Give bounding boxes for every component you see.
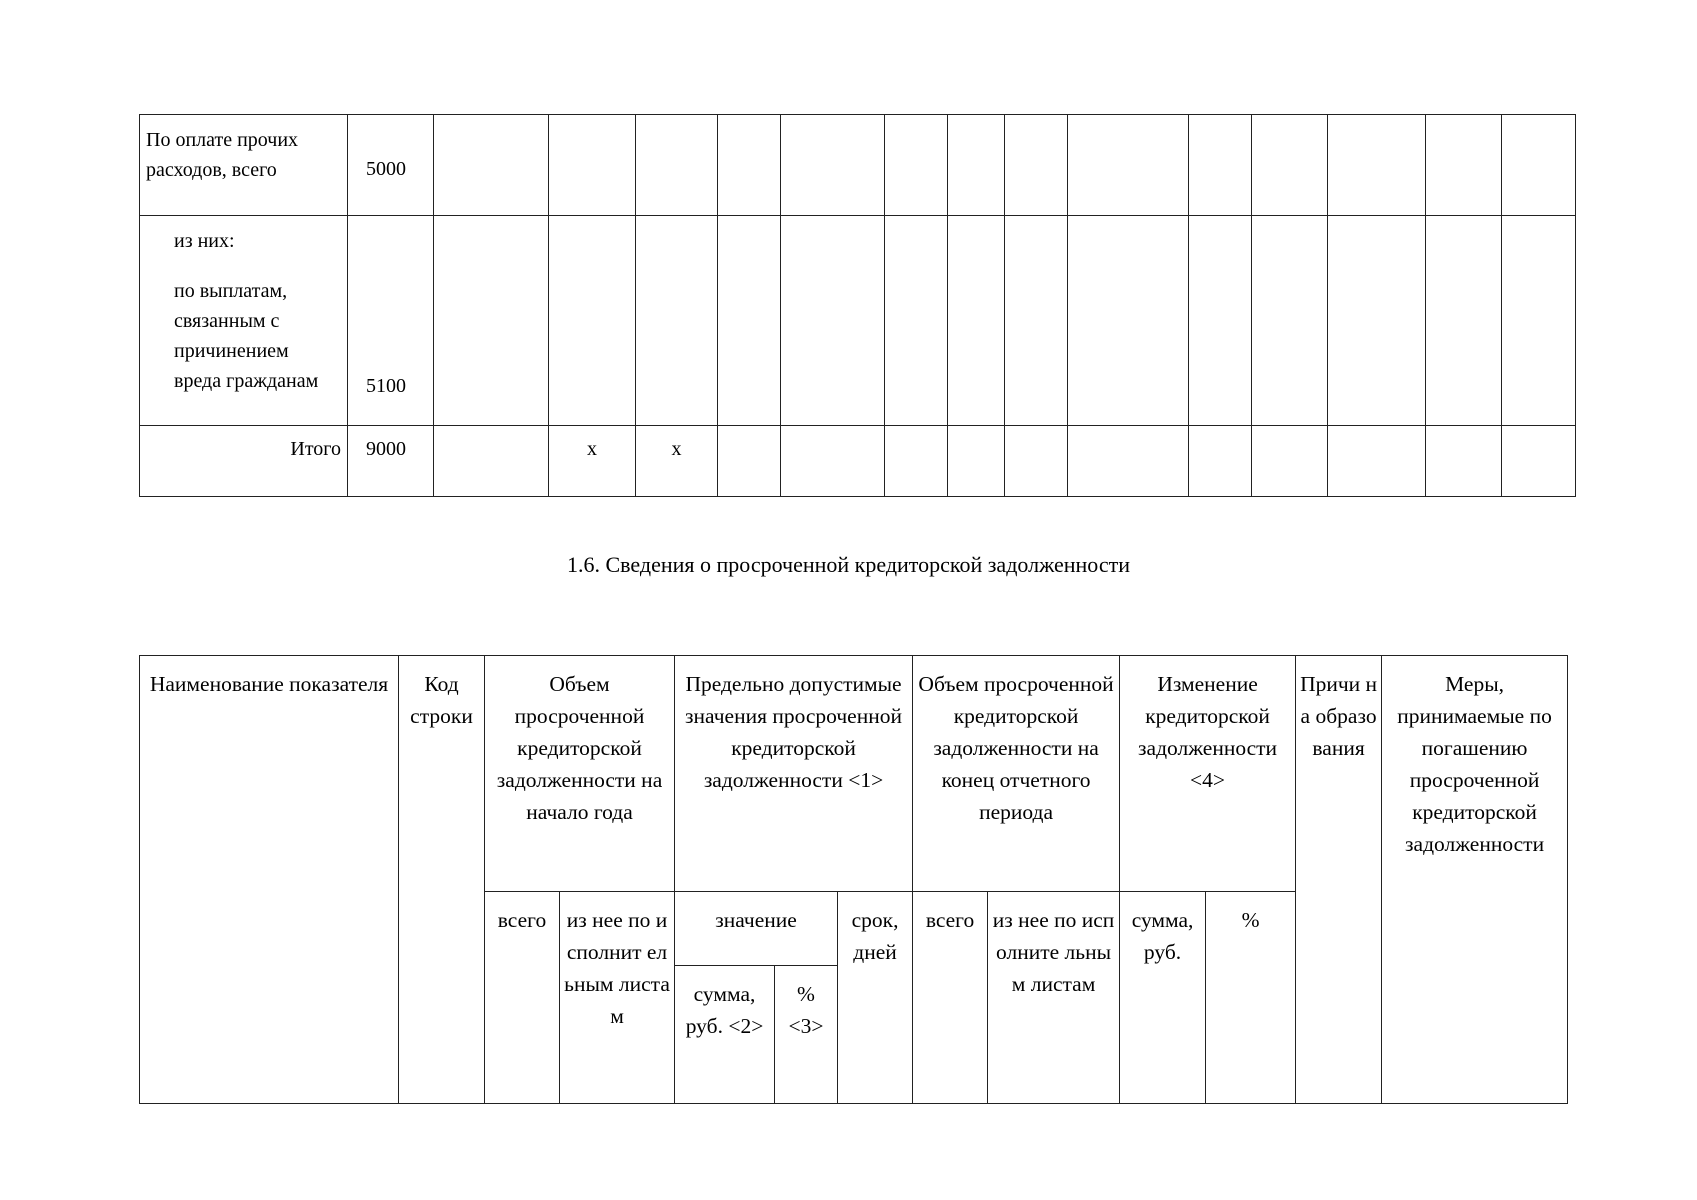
value-cell bbox=[885, 216, 948, 426]
row-name-line: вреда гражданам bbox=[174, 370, 319, 392]
value-cell bbox=[636, 115, 718, 216]
subheader-value: значение bbox=[675, 892, 838, 966]
value-cell bbox=[718, 426, 781, 497]
value-cell bbox=[885, 115, 948, 216]
value-cell bbox=[1328, 115, 1426, 216]
table-row bbox=[140, 426, 1576, 497]
value-cell bbox=[1328, 216, 1426, 426]
value-cell bbox=[434, 426, 549, 497]
value-cell bbox=[781, 115, 885, 216]
subheader-change-percent: % bbox=[1206, 892, 1296, 1104]
row-name-cell bbox=[140, 115, 348, 216]
subheader-term-days: срок, дней bbox=[838, 892, 913, 1104]
value-cell bbox=[1068, 426, 1189, 497]
expenses-table bbox=[139, 114, 1576, 497]
table-row bbox=[140, 216, 1576, 426]
value-cell bbox=[948, 426, 1005, 497]
value-cell bbox=[781, 216, 885, 426]
value-cell bbox=[1068, 115, 1189, 216]
header-change: Изменение кредиторской задолженности <4> bbox=[1120, 656, 1296, 892]
subheader-end-exec: из нее по исполните льным листам bbox=[988, 892, 1120, 1104]
value-cell bbox=[1005, 115, 1068, 216]
value-cell bbox=[885, 426, 948, 497]
subheader-start-total: всего bbox=[485, 892, 560, 1104]
value-cell bbox=[1005, 426, 1068, 497]
row-name-line: причинением bbox=[174, 340, 289, 362]
subheader-start-exec: из нее по исполнит ельным листам bbox=[560, 892, 675, 1104]
value-cell bbox=[1252, 426, 1328, 497]
subheader-change-sum: сумма, руб. bbox=[1120, 892, 1206, 1104]
value-cell bbox=[1426, 426, 1502, 497]
header-row bbox=[140, 656, 1568, 892]
value-cell bbox=[1189, 115, 1252, 216]
value-cell bbox=[1426, 216, 1502, 426]
value-cell bbox=[948, 216, 1005, 426]
header-code: Код строки bbox=[399, 656, 485, 1104]
row-name-cell bbox=[140, 216, 348, 426]
section-title: 1.6. Сведения о просроченной кредиторской задолженности bbox=[566, 552, 1131, 577]
row-name-line: По оплате прочих bbox=[146, 129, 299, 151]
value-cell bbox=[1502, 216, 1576, 426]
row-name-line: связанным с bbox=[174, 310, 280, 332]
value-cell bbox=[636, 216, 718, 426]
value-cell bbox=[718, 115, 781, 216]
value-cell bbox=[1328, 426, 1426, 497]
row-name-line: расходов, всего bbox=[146, 159, 277, 181]
row-name-line: из них: bbox=[174, 230, 235, 252]
value-cell bbox=[1252, 115, 1328, 216]
value-cell bbox=[1189, 216, 1252, 426]
overdue-debt-table bbox=[139, 655, 1568, 1104]
row-code-cell: 5000 bbox=[348, 115, 434, 216]
subheader-end-total: всего bbox=[913, 892, 988, 1104]
table-row bbox=[140, 115, 1576, 216]
value-cell bbox=[1252, 216, 1328, 426]
x-mark-cell: х bbox=[549, 426, 636, 497]
header-name: Наименование показателя bbox=[140, 656, 399, 1104]
header-limit-values: Предельно допустимые значения просроченной кредиторской задолженности <1> bbox=[675, 656, 913, 892]
value-cell bbox=[1426, 115, 1502, 216]
value-cell bbox=[1068, 216, 1189, 426]
x-mark-cell: х bbox=[636, 426, 718, 497]
subheader-value-percent: % <3> bbox=[775, 966, 838, 1104]
header-reasons: Причи на образо вания bbox=[1296, 656, 1382, 1104]
value-cell bbox=[1189, 426, 1252, 497]
value-cell bbox=[1005, 216, 1068, 426]
value-cell bbox=[549, 115, 636, 216]
row-code-cell: 9000 bbox=[348, 426, 434, 497]
row-code-cell: 5100 bbox=[348, 216, 434, 426]
row-name-cell: Итого bbox=[140, 426, 348, 497]
value-cell bbox=[948, 115, 1005, 216]
value-cell bbox=[718, 216, 781, 426]
subheader-value-sum: сумма, руб. <2> bbox=[675, 966, 775, 1104]
value-cell bbox=[781, 426, 885, 497]
header-measures: Меры, принимаемые по погашению просроченной кредиторской задолженности bbox=[1382, 656, 1568, 1104]
value-cell bbox=[434, 115, 549, 216]
value-cell bbox=[1502, 426, 1576, 497]
value-cell bbox=[549, 216, 636, 426]
value-cell bbox=[434, 216, 549, 426]
row-name-line: по выплатам, bbox=[174, 280, 288, 302]
header-start-volume: Объем просроченной кредиторской задолженности на начало года bbox=[485, 656, 675, 892]
value-cell bbox=[1502, 115, 1576, 216]
header-end-volume: Объем просроченной кредиторской задолженности на конец отчетного периода bbox=[913, 656, 1120, 892]
